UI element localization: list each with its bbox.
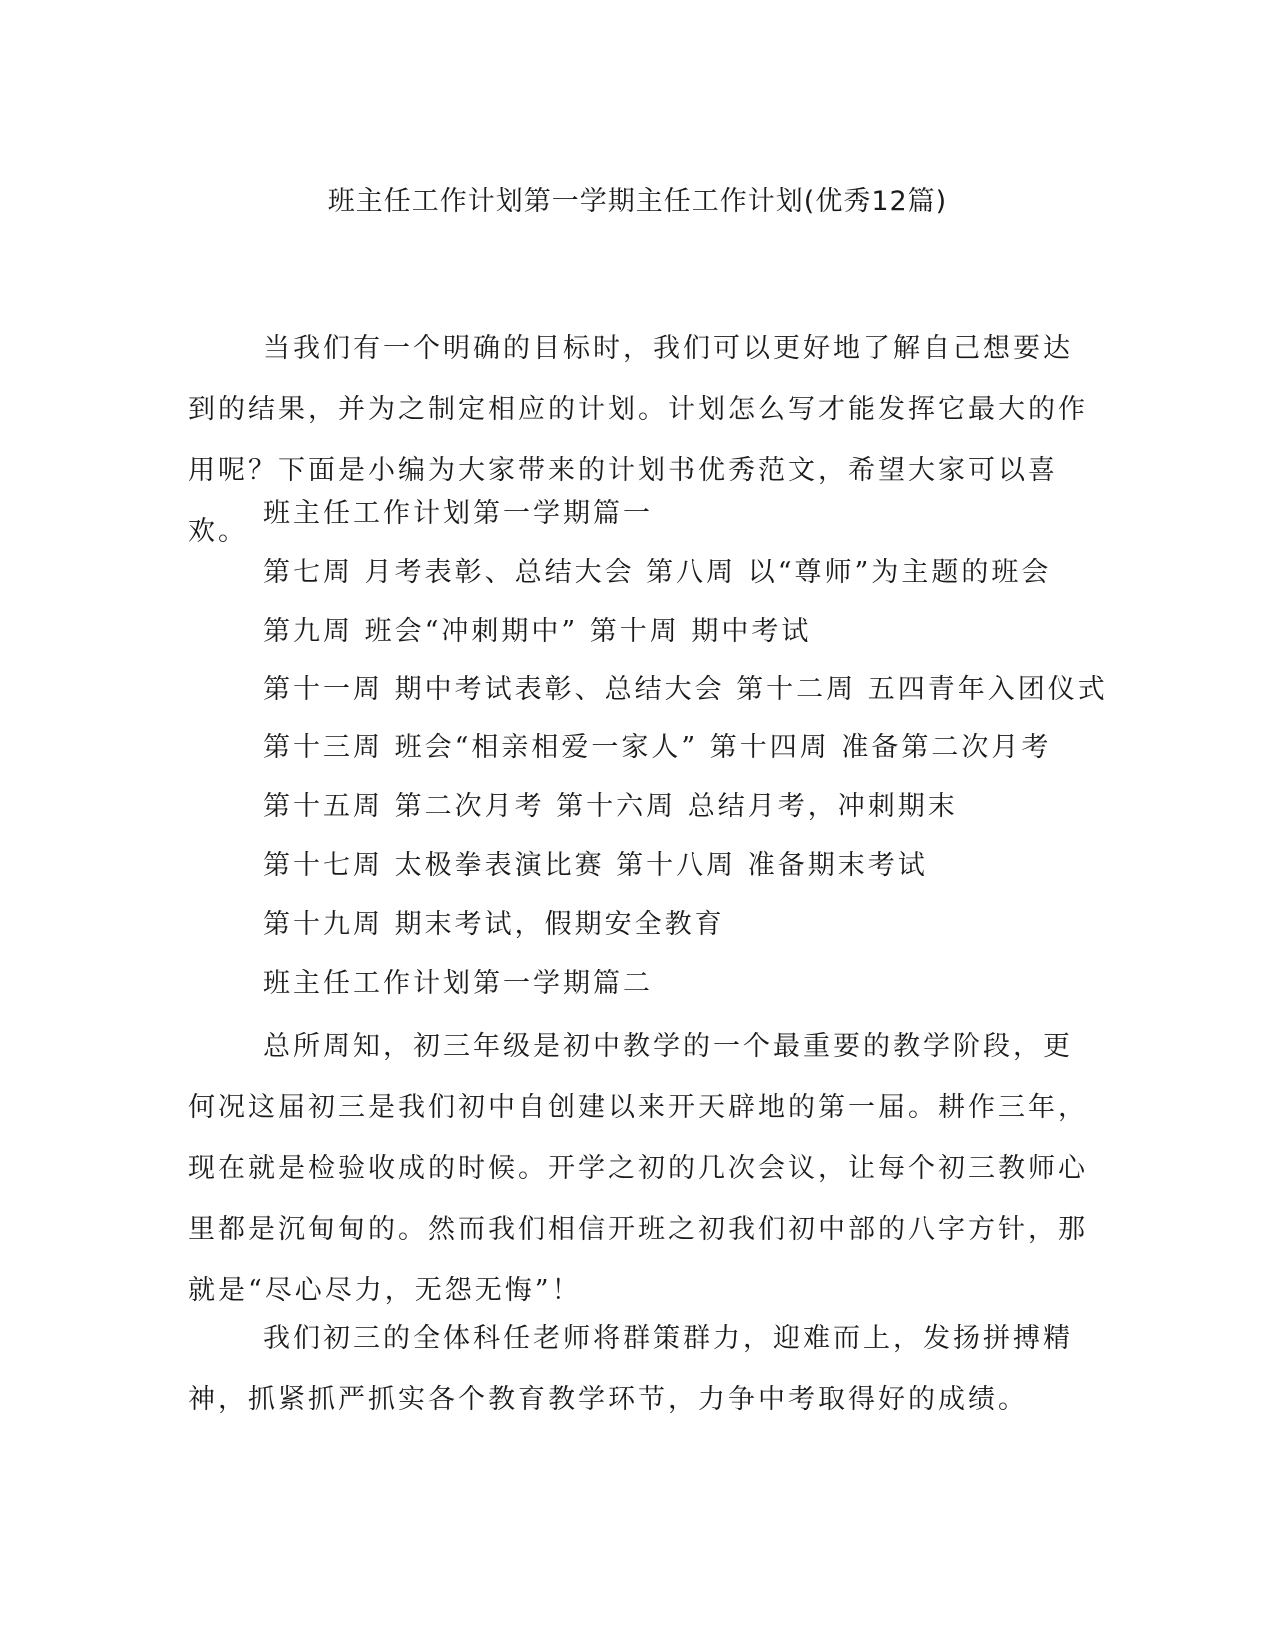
intro-paragraph: 当我们有一个明确的目标时，我们可以更好地了解自己想要达到的结果，并为之制定相应的计划。计划怎么写才能发挥它最大的作用呢？下面是小编为大家带来的计划书优秀范文，希望大家可以喜欢。 — [188, 333, 1088, 547]
schedule-line: 第十七周 太极拳表演比赛 第十八周 准备期末考试 — [263, 850, 928, 881]
document-title: 班主任工作计划第一学期主任工作计划(优秀12篇) — [327, 186, 948, 217]
body-paragraph: 我们初三的全体科任老师将群策群力，迎难而上，发扬拼搏精神，抓紧抓严抓实各个教育教学环节，力争中考取得好的成绩。 — [188, 1323, 1073, 1415]
body-paragraph: 总所周知，初三年级是初中教学的一个最重要的教学阶段，更何况这届初三是我们初中自创建以来开天辟地的第一届。耕作三年，现在就是检验收成的时候。开学之初的几次会议，让每个初三教师心里都是沉甸甸的。然而我们相信开班之初我们初中部的八字方针，那就是“尽心尽力，无怨无悔”！ — [188, 1031, 1088, 1306]
schedule-line: 第七周 月考表彰、总结大会 第八周 以“尊师”为主题的班会 — [263, 557, 1052, 588]
section1-heading: 班主任工作计划第一学期篇一 — [263, 498, 653, 529]
section2-heading: 班主任工作计划第一学期篇二 — [263, 968, 653, 999]
schedule-line: 第十一周 期中考试表彰、总结大会 第十二周 五四青年入团仪式 — [263, 674, 1108, 705]
schedule-line: 第十五周 第二次月考 第十六周 总结月考，冲刺期末 — [263, 791, 958, 822]
schedule-line: 第十三周 班会“相亲相爱一家人” 第十四周 准备第二次月考 — [263, 732, 1052, 763]
schedule-line: 第九周 班会“冲刺期中” 第十周 期中考试 — [263, 616, 812, 647]
schedule-line: 第十九周 期末考试，假期安全教育 — [263, 909, 725, 940]
